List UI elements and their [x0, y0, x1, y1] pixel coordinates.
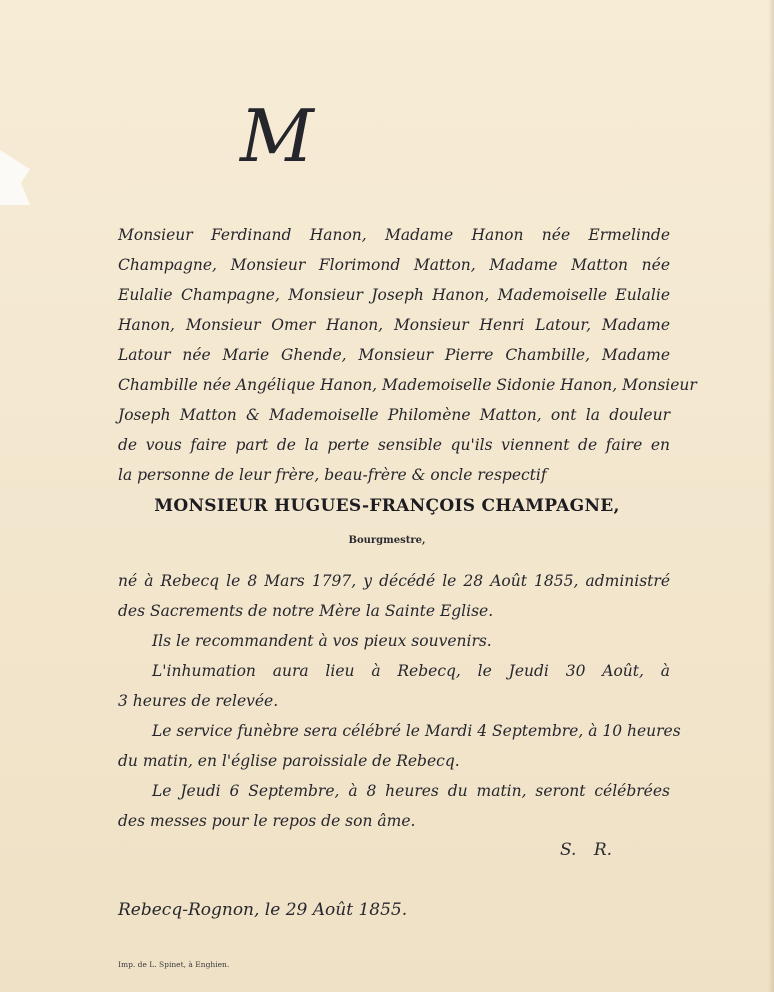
printer-imprint: Imp. de L. Spinet, à Enghien.	[118, 960, 230, 969]
body-line: des messes pour le repos de son âme.	[118, 812, 416, 830]
body-line: des Sacrements de notre Mère la Sainte Eglise.	[118, 602, 494, 620]
family-line: Latour née Marie Ghende, Monsieur Pierre Chambille, Madame	[118, 346, 670, 364]
torn-corner	[0, 150, 30, 205]
family-line: Chambille née Angélique Hanon, Mademoiselle Sidonie Hanon, Monsieur	[118, 376, 697, 394]
body-line: Le Jeudi 6 Septembre, à 8 heures du matin, seront célébrées	[152, 782, 670, 800]
body-line: Le service funèbre sera célébré le Mardi 4 Septembre, à 10 heures	[152, 722, 681, 740]
body-line: né à Rebecq le 8 Mars 1797, y décédé le 28 Août 1855, administré	[118, 572, 670, 590]
family-line: Hanon, Monsieur Omer Hanon, Monsieur Henri Latour, Madame	[118, 316, 670, 334]
body-line: Ils le recommandent à vos pieux souvenirs.	[152, 632, 492, 650]
place-date: Rebecq-Rognon, le 29 Août 1855.	[118, 900, 408, 920]
deceased-name: MONSIEUR HUGUES-FRANÇOIS CHAMPAGNE,	[154, 496, 620, 516]
body-line: L'inhumation aura lieu à Rebecq, le Jeudi 30 Août, à	[152, 662, 670, 680]
family-line: Champagne, Monsieur Florimond Matton, Madame Matton née	[118, 256, 670, 274]
family-line: Joseph Matton & Mademoiselle Philomène Matton, ont la douleur	[118, 406, 670, 424]
family-line: la personne de leur frère, beau-frère & oncle respectif	[118, 466, 547, 484]
signoff: S. R.	[560, 840, 613, 860]
family-line: Eulalie Champagne, Monsieur Joseph Hanon, Mademoiselle Eulalie	[118, 286, 670, 304]
announcement-body	[118, 566, 681, 836]
family-line: de vous faire part de la perte sensible qu'ils viennent de faire en	[118, 436, 670, 454]
family-line: Monsieur Ferdinand Hanon, Madame Hanon née Ermelinde	[118, 226, 670, 244]
deceased-title: Bourgmestre,	[348, 535, 426, 546]
body-line: 3 heures de relevée.	[118, 692, 279, 710]
family-paragraph	[118, 220, 697, 490]
decorative-initial: M	[240, 94, 312, 178]
body-line: du matin, en l'église paroissiale de Rebecq.	[118, 752, 460, 770]
